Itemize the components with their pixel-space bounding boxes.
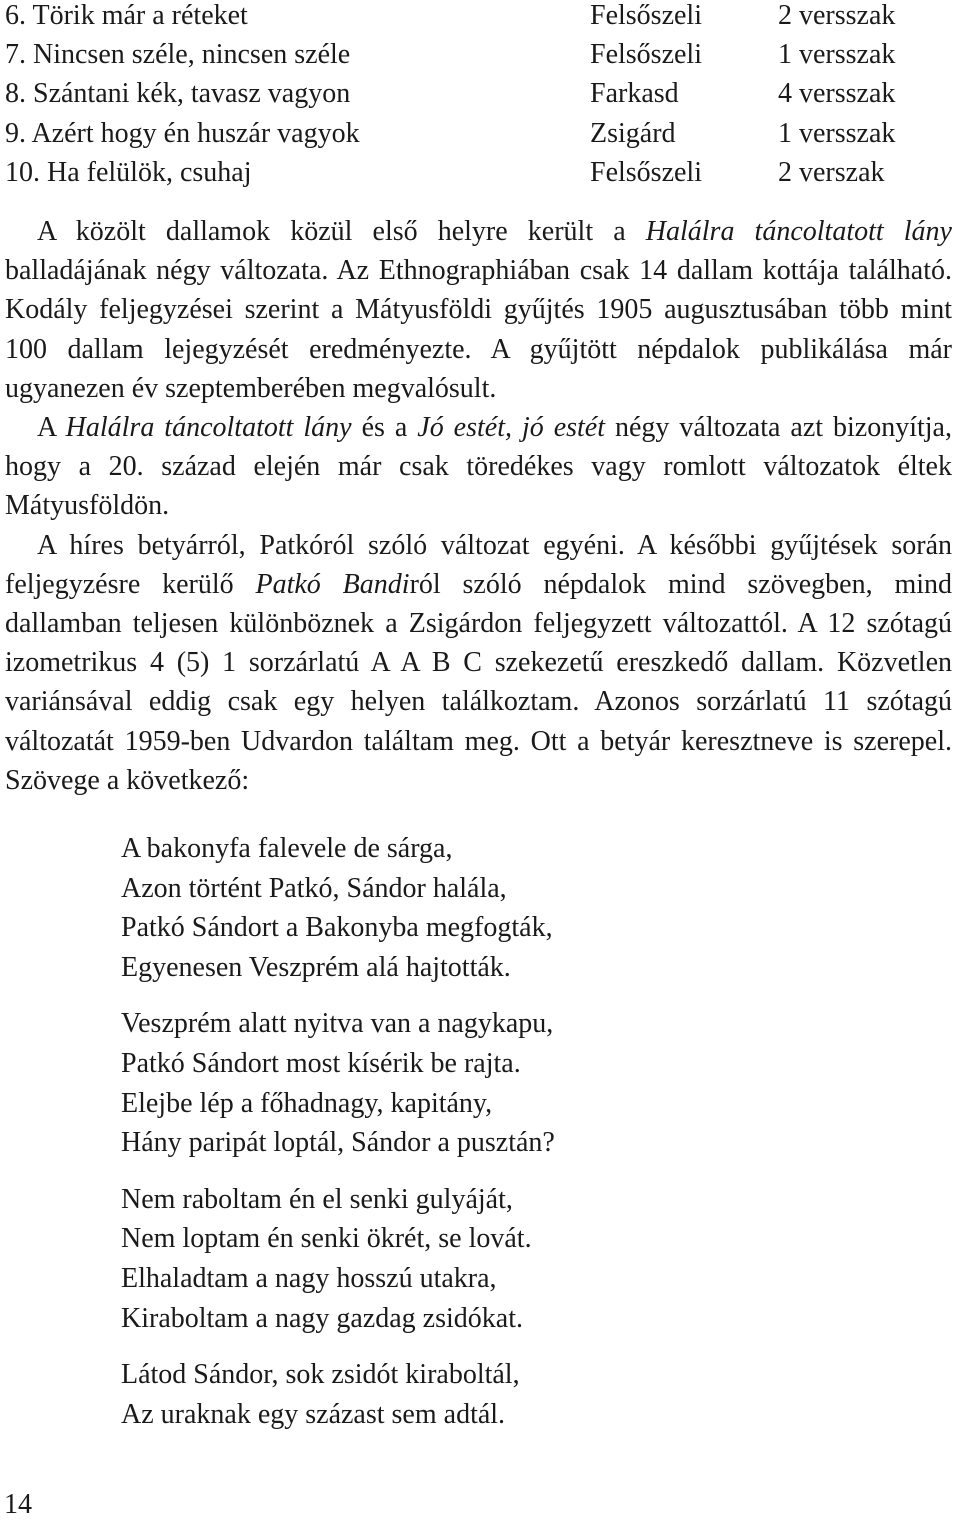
song-verse-count: 1 versszak — [778, 117, 896, 149]
song-row — [5, 118, 950, 157]
text-run: balladájának négy változata. Az Ethnographiában csak 14 dallam kottája található. Kodály feljegyzései szerint a Mátyusföldi gyűjtés 1905 augusztusában több mint 100 dallam lejegyzését eredményezte. A gyűjtött népdalok publikálása már ugyanezen év szeptemberében megvalósult. — [5, 255, 952, 404]
song-verse-count: 2 versszak — [778, 0, 896, 31]
song-row — [5, 157, 950, 196]
body-text — [5, 212, 952, 800]
poem-line: Hány paripát loptál, Sándor a pusztán? — [121, 1127, 555, 1159]
song-list — [5, 0, 950, 196]
song-place: Felsőszeli — [590, 156, 702, 188]
song-row — [5, 0, 950, 39]
title-italic: Jó estét, jó estét — [417, 412, 606, 444]
poem-line: Kiraboltam a nagy gazdag zsidókat. — [121, 1302, 523, 1334]
poem-line: Nem raboltam én el senki gulyáját, — [121, 1183, 513, 1215]
poem-line: Patkó Sándort most kísérik be rajta. — [121, 1047, 521, 1079]
poem-line: Patkó Sándort a Bakonyba megfogták, — [121, 912, 553, 944]
song-title: 10. Ha felülök, csuhaj — [5, 156, 252, 188]
song-title: 7. Nincsen széle, nincsen széle — [5, 39, 351, 71]
song-title: 9. Azért hogy én huszár vagyok — [5, 117, 360, 149]
song-place: Felsőszeli — [590, 39, 702, 71]
song-title: 8. Szántani kék, tavasz vagyon — [5, 78, 351, 110]
song-verse-count: 1 versszak — [778, 39, 896, 71]
text-run: négy változata azt bizonyítja, hogy a 20. század elején már csak töredékes vagy romlott változatok éltek Mátyusföldön. — [5, 412, 952, 522]
song-place: Felsőszeli — [590, 0, 702, 31]
poem-stanza — [121, 829, 555, 987]
poem-line: Elejbe lép a főhadnagy, kapitány, — [121, 1087, 493, 1119]
song-row — [5, 39, 950, 78]
poem-stanza — [121, 1004, 555, 1162]
poem-stanza — [121, 1180, 555, 1338]
name-italic: Patkó Bandi — [255, 568, 410, 600]
poem-line: Veszprém alatt nyitva van a nagykapu, — [121, 1008, 554, 1040]
text-run: és a — [351, 412, 418, 444]
song-verse-count: 2 verszak — [778, 156, 885, 188]
poem-stanza — [121, 1355, 555, 1434]
text-run: A közölt dallamok közül első helyre került a — [37, 216, 646, 247]
text-run: ról szóló népdalok mind szövegben, mind dallamban teljesen különböznek a Zsigárdon feljegyzett változattól. A 12 szótagú izometrikus 4 (5) 1 sorzárlatú A A B C szekezetű ereszkedő dallam. Közvetlen variánsával eddig csak egy helyen találkoztam. Azonos sorzárlatú 11 szótagú változatát 1959-ben Udvardon találtam meg. Ott a betyár keresztneve is szerepel. Szövege a következő: — [5, 568, 952, 796]
paragraph-ballad-variants — [5, 212, 952, 408]
text-run: A híres betyárról, Patkóról szóló változat egyéni. A későbbi gyűjtések során feljegyzésre kerülő — [5, 529, 952, 600]
song-title: 6. Törik már a réteket — [5, 0, 248, 31]
title-italic: Halálra táncoltatott lány — [645, 216, 952, 247]
paragraph-fragmentary-variants — [5, 408, 952, 526]
song-place: Zsigárd — [590, 117, 676, 149]
song-row — [5, 78, 950, 117]
poem-line: Elhaladtam a nagy hosszú utakra, — [121, 1262, 497, 1294]
song-place: Farkasd — [590, 78, 679, 110]
text-run: A — [37, 412, 66, 444]
poem-line: Az uraknak egy százast sem adtál. — [121, 1398, 506, 1430]
poem — [121, 829, 555, 1451]
poem-line: A bakonyfa falevele de sárga, — [121, 833, 453, 864]
poem-line: Egyenesen Veszprém alá hajtották. — [121, 951, 511, 983]
poem-line: Látod Sándor, sok zsidót kiraboltál, — [121, 1359, 520, 1391]
page-number: 14 — [4, 1489, 32, 1520]
song-verse-count: 4 versszak — [778, 78, 896, 110]
title-italic: Halálra táncoltatott lány — [65, 412, 352, 444]
poem-line: Azon történt Patkó, Sándor halála, — [121, 872, 507, 904]
paragraph-patko-variant — [5, 526, 952, 800]
poem-line: Nem loptam én senki ökrét, se lovát. — [121, 1223, 532, 1255]
